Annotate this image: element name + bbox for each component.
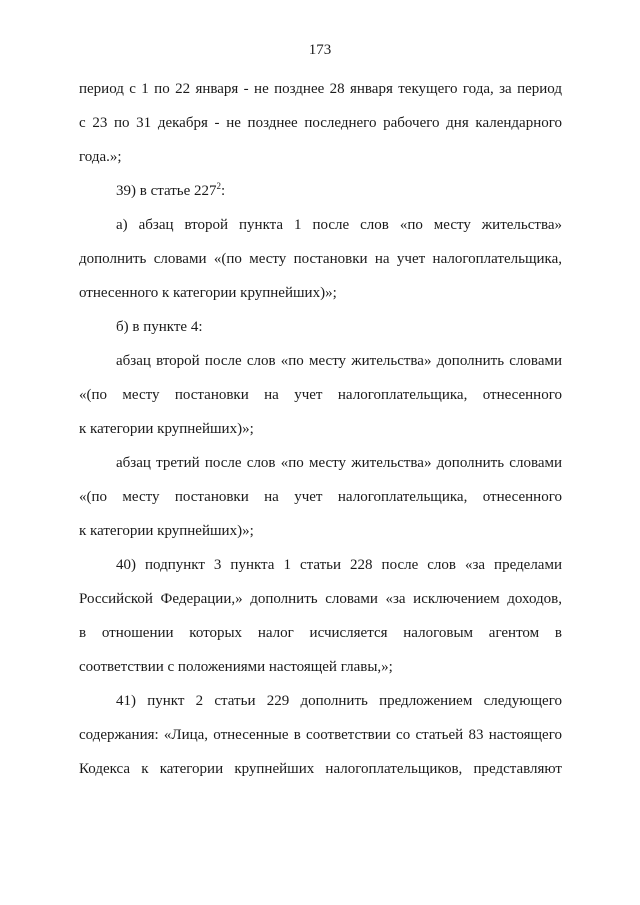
text-line: содержания: «Лица, отнесенные в соответствии со статьей 83 настоящего <box>79 727 562 743</box>
text-line: абзац третий после слов «по месту жительства» дополнить словами <box>116 455 562 471</box>
text-line: абзац второй после слов «по месту жительства» дополнить словами <box>116 353 562 369</box>
text-line: «(по месту постановки на учет налогоплательщика, отнесенного <box>79 489 562 505</box>
page-number: 173 <box>308 42 332 58</box>
text-line: в отношении которых налог исчисляется налоговым агентом в <box>79 625 562 641</box>
text-line: б) в пункте 4: <box>116 319 203 335</box>
text-line: с 23 по 31 декабря - не позднее последнего рабочего дня календарного <box>79 115 562 131</box>
text-line: к категории крупнейших)»; <box>79 523 254 539</box>
text-line: а) абзац второй пункта 1 после слов «по месту жительства» <box>116 217 562 233</box>
text-line: 41) пункт 2 статьи 229 дополнить предложением следующего <box>116 693 562 709</box>
item-39-heading <box>79 176 562 210</box>
text-line: 40) подпункт 3 пункта 1 статьи 228 после слов «за пределами <box>116 557 562 573</box>
text-line: года.»; <box>79 149 122 165</box>
article-superscript: 2 <box>216 181 222 191</box>
item-39-text: 39) в статье 227 <box>116 183 217 199</box>
text-line: дополнить словами «(по месту постановки на учет налогоплательщика, <box>79 251 562 267</box>
item-39-colon: : <box>221 183 226 199</box>
text-line: период с 1 по 22 января - не позднее 28 января текущего года, за период <box>79 81 562 97</box>
document-body <box>79 74 562 788</box>
text-line: к категории крупнейших)»; <box>79 421 254 437</box>
text-line: отнесенного к категории крупнейших)»; <box>79 285 337 301</box>
text-line: соответствии с положениями настоящей главы,»; <box>79 659 393 675</box>
text-line: Кодекса к категории крупнейших налогоплательщиков, представляют <box>79 761 562 777</box>
text-line: Российской Федерации,» дополнить словами «за исключением доходов, <box>79 591 562 607</box>
text-line: «(по месту постановки на учет налогоплательщика, отнесенного <box>79 387 562 403</box>
